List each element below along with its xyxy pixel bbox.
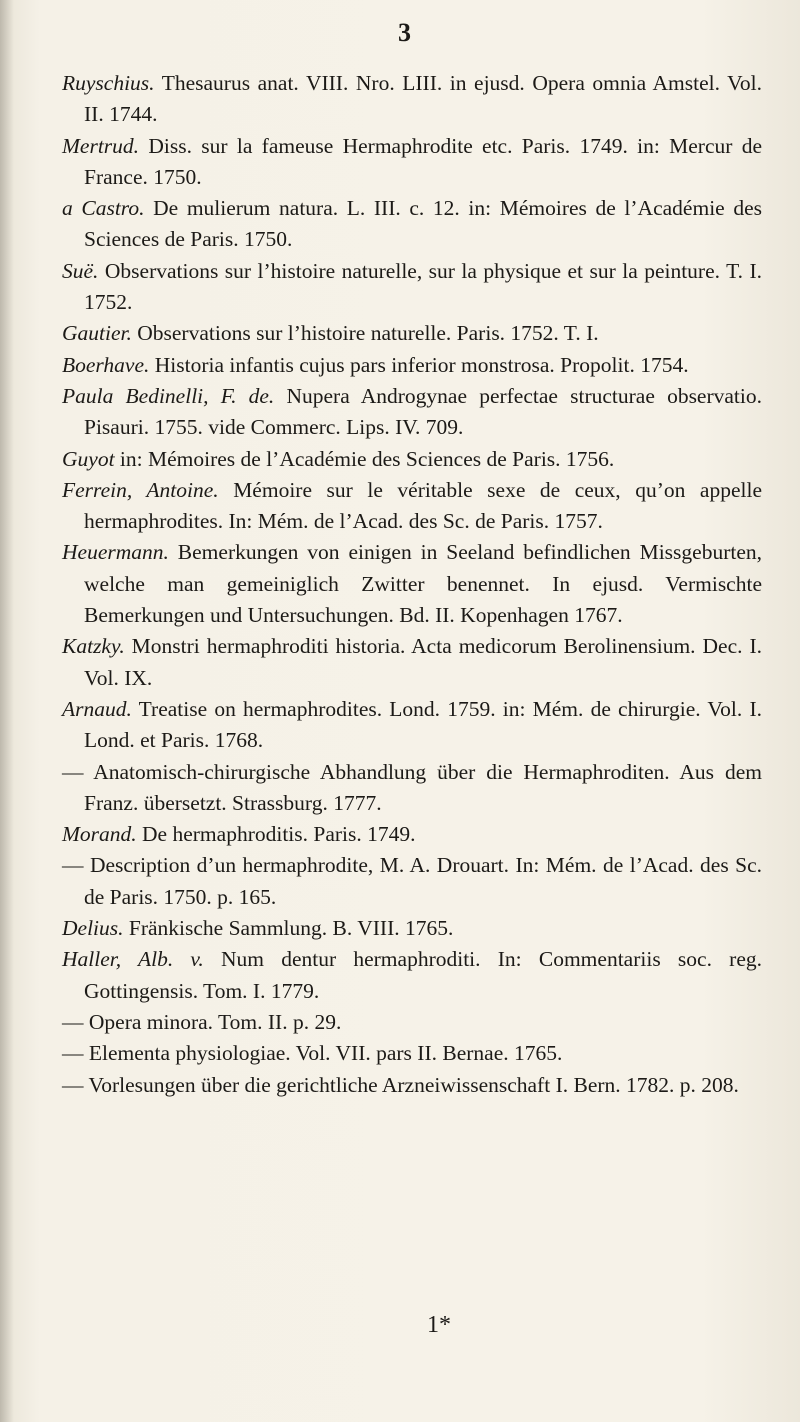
entry-text: De hermaphroditis. Paris. 1749.	[136, 822, 416, 847]
entry-text: — Opera minora. Tom. II. p. 29.	[62, 1009, 342, 1034]
bibliography-entry	[62, 913, 762, 944]
bibliography-entry	[62, 537, 762, 631]
bibliography-entry	[62, 475, 762, 538]
entry-author: Katzky.	[62, 634, 125, 659]
entry-author: Guyot	[62, 446, 115, 471]
bibliography-entry	[62, 1038, 762, 1069]
bibliography-entry	[62, 1070, 762, 1101]
bibliography-entry	[62, 444, 762, 475]
bibliography-entry	[62, 131, 762, 194]
bibliography-entry	[62, 350, 762, 381]
entry-author: Heuermann.	[62, 540, 169, 565]
entry-text: Thesaurus anat. VIII. Nro. LIII. in ejusd. Opera omnia Amstel. Vol. II. 1744.	[84, 71, 762, 127]
entry-author: Ferrein, Antoine.	[62, 477, 219, 502]
bibliography-entry	[62, 1007, 762, 1038]
bibliography-entry	[62, 819, 762, 850]
entry-text: Mémoire sur le véritable sexe de ceux, qu’on appelle hermaphrodites. In: Mém. de l’Acad. des Sc. de Paris. 1757.	[84, 477, 762, 534]
entry-author: Mertrud.	[62, 133, 140, 158]
entry-text: in: Mémoires de l’Académie des Sciences de Paris. 1756.	[114, 446, 615, 471]
entry-text: De mulierum natura. L. III. c. 12. in: Mémoires de l’Académie des Sciences de Paris. 1750.	[84, 196, 762, 252]
entry-text: Observations sur l’histoire naturelle, sur la physique et sur la peinture. T. I. 1752.	[84, 258, 762, 315]
entry-text: Observations sur l’histoire naturelle. Paris. 1752. T. I.	[131, 321, 599, 346]
bibliography-entry	[62, 944, 762, 1007]
entry-text: — Anatomisch-chirurgische Abhandlung über die Hermaphroditen. Aus dem Franz. übersetzt. Strassburg. 1777.	[62, 759, 762, 815]
entry-author: Delius.	[62, 916, 124, 941]
bibliography-entry	[62, 381, 762, 444]
entry-text: Bemerkungen von einigen in Seeland befindlichen Missgeburten, welche man gemeiniglich Zwitter benennet. In ejusd. Vermischte Bemerkungen und Untersuchungen. Bd. II. Kopenhagen 1767.	[84, 540, 762, 628]
entry-author: Morand.	[62, 822, 137, 847]
bibliography-entry	[62, 193, 762, 256]
bibliography-entry	[62, 631, 762, 694]
entry-text: Treatise on hermaphrodites. Lond. 1759. in: Mém. de chirurgie. Vol. I. Lond. et Paris. 1768.	[84, 696, 762, 753]
entry-text: — Elementa physiologiae. Vol. VII. pars II. Bernae. 1765.	[62, 1041, 563, 1066]
entry-text: Historia infantis cujus pars inferior monstrosa. Propolit. 1754.	[149, 352, 689, 377]
entry-author: Paula Bedinelli, F. de.	[62, 383, 275, 408]
bibliography-entry	[62, 318, 762, 349]
signature-mark: 1*	[427, 1312, 451, 1338]
entry-author: Haller, Alb. v.	[62, 947, 204, 972]
entry-author: Ruyschius.	[62, 71, 155, 95]
entry-text: Num dentur hermaphroditi. In: Commentariis soc. reg. Gottingensis. Tom. I. 1779.	[84, 947, 762, 1003]
entry-text: Diss. sur la fameuse Hermaphrodite etc. Paris. 1749. in: Mercur de France. 1750.	[84, 133, 762, 189]
page-edge-shadow	[0, 0, 14, 1422]
entry-author: a Castro.	[62, 196, 145, 221]
bibliography-entry	[62, 757, 762, 820]
entry-text: Nupera Androgynae perfectae structurae observatio. Pisauri. 1755. vide Commerc. Lips. IV. 709.	[84, 383, 763, 440]
entry-text: — Description d’un hermaphrodite, M. A. Drouart. In: Mém. de l’Acad. des Sc. de Paris. 1750. p. 165.	[62, 853, 762, 909]
entry-author: Arnaud.	[62, 696, 132, 721]
page-number: 3	[398, 18, 411, 47]
entry-author: Suë.	[62, 258, 99, 283]
bibliography-entry	[62, 256, 762, 319]
entry-author: Gautier.	[62, 321, 132, 346]
bibliography-entry	[62, 850, 762, 913]
entry-text: Monstri hermaphroditi historia. Acta medicorum Berolinensium. Dec. I. Vol. IX.	[84, 634, 762, 690]
entry-text: — Vorlesungen über die gerichtliche Arzneiwissenschaft I. Bern. 1782. p. 208.	[62, 1072, 739, 1097]
bibliography-list	[62, 68, 762, 1101]
bibliography-entry	[62, 68, 762, 131]
bibliography-entry	[62, 694, 762, 757]
entry-author: Boerhave.	[62, 352, 150, 377]
entry-text: Fränkische Sammlung. B. VIII. 1765.	[123, 916, 454, 941]
